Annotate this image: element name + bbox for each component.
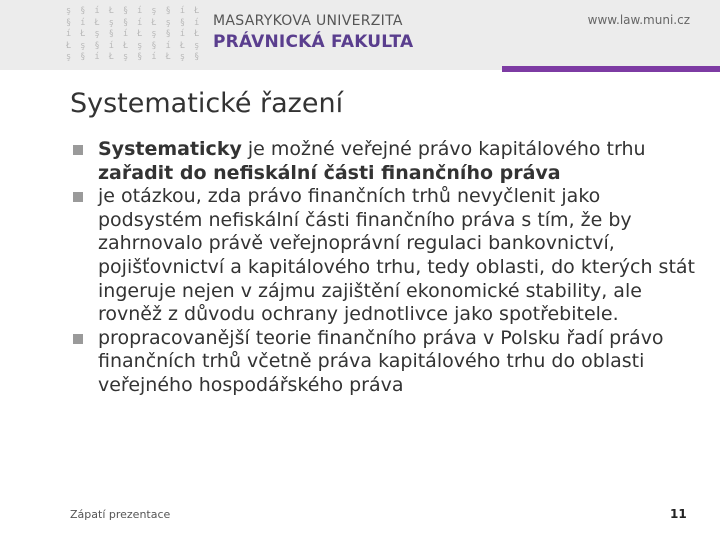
bullet-text-bold: zařadit do nefiskální části finančního práva [98,161,561,184]
faculty-name: PRÁVNICKÁ FAKULTA [213,32,414,52]
bullet-item [70,327,700,398]
bullet-item [70,138,700,185]
bullet-square-icon [73,192,83,202]
accent-bar [502,66,720,72]
slide-title: Systematické řazení [70,88,344,119]
slide-header [0,0,720,70]
university-name: MASARYKOVA UNIVERZITA [213,13,403,29]
bullet-square-icon [73,145,83,155]
logo-pattern: ş § í Ł § í ş § í Ł § í Ł ş § í Ł ş § í í Ł ş § í Ł ş § í Ł Ł ş § í Ł ş § í Ł ş ş § í Ł ş § í Ł ş § [66,6,202,62]
bullet-text: je možné veřejné právo kapitálového trhu [241,138,646,160]
footer-text: Zápatí prezentace [70,508,171,521]
bullet-text: je otázkou, zda právo finančních trhů nevyčlenit jako podsystém nefiskální části finančního práva s tím, že by zahrnovalo právě veřejnoprávní regulaci bankovnictví, pojišťovnictví a kapitálového trhu, tedy oblasti, do kterých stát ingeruje nejen v zájmu zajištění ekonomické stability, ale rovněž z důvodu ochrany jednotlivce jako spotřebitele. [98,185,695,326]
page-number: 11 [670,507,687,521]
website-url: www.law.muni.cz [587,13,690,27]
bullet-square-icon [73,334,83,344]
bullet-text: propracovanější teorie finančního práva v Polsku řadí právo finančních trhů včetně práva kapitálového trhu do oblasti veřejného hospodářského práva [98,326,664,396]
bullet-item [70,185,700,327]
bullet-text-bold: Systematicky [98,138,242,160]
bullet-list [70,138,700,398]
